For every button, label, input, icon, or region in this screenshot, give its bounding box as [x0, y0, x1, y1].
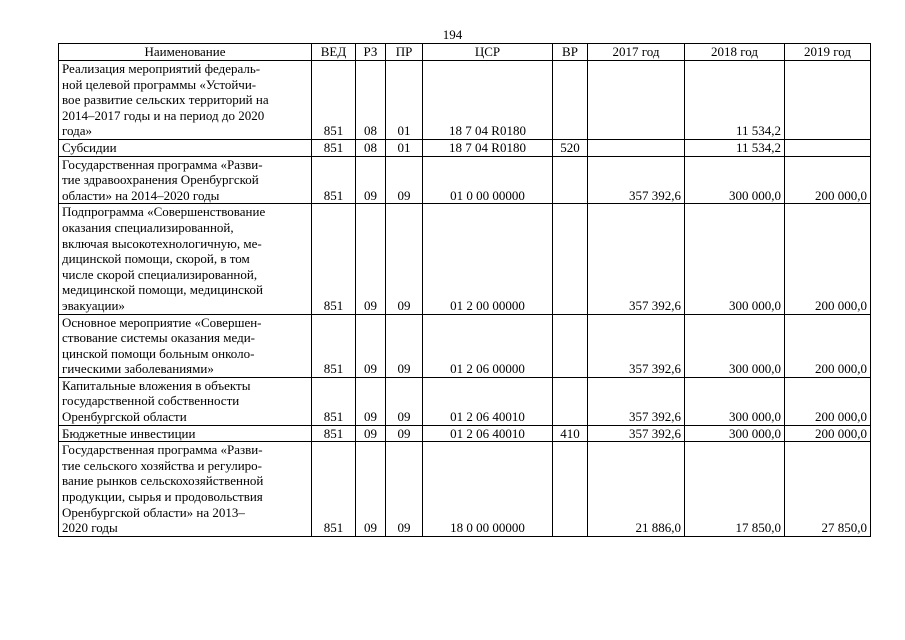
amount-2018-cell: 11 534,2 [685, 61, 785, 140]
amount-2019-cell: 200 000,0 [785, 314, 871, 377]
header-2017: 2017 год [588, 44, 685, 61]
vr-cell [553, 314, 588, 377]
rz-cell: 09 [356, 442, 386, 537]
item-name-line: тие здравоохранения Оренбургской [62, 172, 259, 188]
item-name-cell [59, 61, 312, 140]
item-name-line: Оренбургской области [62, 409, 187, 425]
amount-2019-cell: 200 000,0 [785, 425, 871, 442]
vr-cell [553, 204, 588, 314]
rz-cell: 09 [356, 377, 386, 425]
ved-cell: 851 [312, 139, 356, 156]
pr-cell: 09 [386, 442, 423, 537]
amount-2017-cell: 357 392,6 [588, 156, 685, 204]
ved-cell: 851 [312, 377, 356, 425]
item-name-line: года» [62, 123, 93, 139]
amount-2018-cell: 300 000,0 [685, 425, 785, 442]
amount-2018-cell: 300 000,0 [685, 377, 785, 425]
item-name-line: Основное мероприятие «Совершен- [62, 314, 262, 330]
amount-2019-cell [785, 139, 871, 156]
item-name-line: Субсидии [62, 139, 117, 155]
amount-2019-cell [785, 61, 871, 140]
item-name-line: Государственная программа «Разви- [62, 156, 263, 172]
table-row [59, 377, 871, 425]
amount-2017-cell: 357 392,6 [588, 377, 685, 425]
pr-cell: 01 [386, 139, 423, 156]
vr-cell: 410 [553, 425, 588, 442]
item-name-line: тие сельского хозяйства и регулиро- [62, 457, 262, 473]
item-name-line: цинской помощи больным онколо- [62, 345, 255, 361]
csr-cell: 18 7 04 R0180 [423, 61, 553, 140]
table-row [59, 204, 871, 314]
pr-cell: 01 [386, 61, 423, 140]
table-row [59, 139, 871, 156]
item-name-cell [59, 377, 312, 425]
pr-cell: 09 [386, 377, 423, 425]
item-name-line: ствование системы оказания меди- [62, 330, 255, 346]
item-name-cell [59, 442, 312, 537]
item-name-cell [59, 425, 312, 442]
rz-cell: 09 [356, 314, 386, 377]
item-name-line: вое развитие сельских территорий на [62, 92, 269, 108]
item-name-line: Государственная программа «Разви- [62, 442, 263, 458]
item-name-line: эвакуации» [62, 297, 125, 313]
table-row [59, 314, 871, 377]
page-number: 194 [442, 27, 463, 42]
table-row [59, 442, 871, 537]
item-name-line: государственной собственности [62, 393, 240, 409]
csr-cell: 01 2 00 00000 [423, 204, 553, 314]
item-name-line: оказания специализированной, [62, 219, 234, 235]
table-row [59, 61, 871, 140]
amount-2018-cell: 300 000,0 [685, 204, 785, 314]
item-name-line: дицинской помощи, скорой, в том [62, 251, 250, 267]
amount-2019-cell: 200 000,0 [785, 377, 871, 425]
rz-cell: 09 [356, 425, 386, 442]
item-name-line: гическими заболеваниями» [62, 361, 214, 377]
vr-cell: 520 [553, 139, 588, 156]
item-name-cell [59, 204, 312, 314]
header-row [59, 44, 871, 61]
item-name-line: медицинской помощи, медицинской [62, 282, 263, 298]
header-name: Наименование [59, 44, 312, 61]
amount-2017-cell: 357 392,6 [588, 425, 685, 442]
header-2019: 2019 год [785, 44, 871, 61]
amount-2019-cell: 27 850,0 [785, 442, 871, 537]
csr-cell: 18 7 04 R0180 [423, 139, 553, 156]
header-rz: РЗ [356, 44, 386, 61]
rz-cell: 09 [356, 156, 386, 204]
header-pr: ПР [386, 44, 423, 61]
item-name-line: Капитальные вложения в объекты [62, 377, 251, 393]
ved-cell: 851 [312, 314, 356, 377]
vr-cell [553, 442, 588, 537]
item-name-line: продукции, сырья и продовольствия [62, 489, 263, 505]
item-name-line: Оренбургской области» на 2013– [62, 504, 245, 520]
item-name-line: 2020 годы [62, 520, 118, 536]
item-name-line: числе скорой специализированной, [62, 266, 258, 282]
item-name-line: вание рынков сельскохозяйственной [62, 473, 264, 489]
rz-cell: 08 [356, 139, 386, 156]
amount-2018-cell: 17 850,0 [685, 442, 785, 537]
csr-cell: 01 0 00 00000 [423, 156, 553, 204]
vr-cell [553, 156, 588, 204]
amount-2017-cell [588, 61, 685, 140]
header-csr: ЦСР [423, 44, 553, 61]
header-2018: 2018 год [685, 44, 785, 61]
amount-2017-cell: 21 886,0 [588, 442, 685, 537]
header-ved: ВЕД [312, 44, 356, 61]
csr-cell: 18 0 00 00000 [423, 442, 553, 537]
vr-cell [553, 61, 588, 140]
item-name-line: ной целевой программы «Устойчи- [62, 76, 257, 92]
amount-2018-cell: 300 000,0 [685, 314, 785, 377]
amount-2018-cell: 11 534,2 [685, 139, 785, 156]
pr-cell: 09 [386, 204, 423, 314]
amount-2018-cell: 300 000,0 [685, 156, 785, 204]
item-name-line: Подпрограмма «Совершенствование [62, 204, 266, 220]
ved-cell: 851 [312, 442, 356, 537]
pr-cell: 09 [386, 156, 423, 204]
pr-cell: 09 [386, 314, 423, 377]
item-name-line: 2014–2017 годы и на период до 2020 [62, 107, 265, 123]
item-name-cell [59, 314, 312, 377]
ved-cell: 851 [312, 425, 356, 442]
csr-cell: 01 2 06 40010 [423, 377, 553, 425]
item-name-cell [59, 156, 312, 204]
budget-table [58, 43, 871, 537]
vr-cell [553, 377, 588, 425]
ved-cell: 851 [312, 204, 356, 314]
csr-cell: 01 2 06 00000 [423, 314, 553, 377]
amount-2017-cell: 357 392,6 [588, 204, 685, 314]
table-row [59, 425, 871, 442]
rz-cell: 09 [356, 204, 386, 314]
item-name-line: Реализация мероприятий федераль- [62, 61, 261, 76]
pr-cell: 09 [386, 425, 423, 442]
amount-2017-cell: 357 392,6 [588, 314, 685, 377]
item-name-line: Бюджетные инвестиции [62, 425, 196, 441]
rz-cell: 08 [356, 61, 386, 140]
amount-2019-cell: 200 000,0 [785, 204, 871, 314]
amount-2019-cell: 200 000,0 [785, 156, 871, 204]
table-body [59, 61, 871, 537]
item-name-line: включая высокотехнологичную, ме- [62, 235, 262, 251]
csr-cell: 01 2 06 40010 [423, 425, 553, 442]
ved-cell: 851 [312, 156, 356, 204]
item-name-cell [59, 139, 312, 156]
table-row [59, 156, 871, 204]
ved-cell: 851 [312, 61, 356, 140]
header-vr: ВР [553, 44, 588, 61]
item-name-line: области» на 2014–2020 годы [62, 187, 220, 203]
amount-2017-cell [588, 139, 685, 156]
